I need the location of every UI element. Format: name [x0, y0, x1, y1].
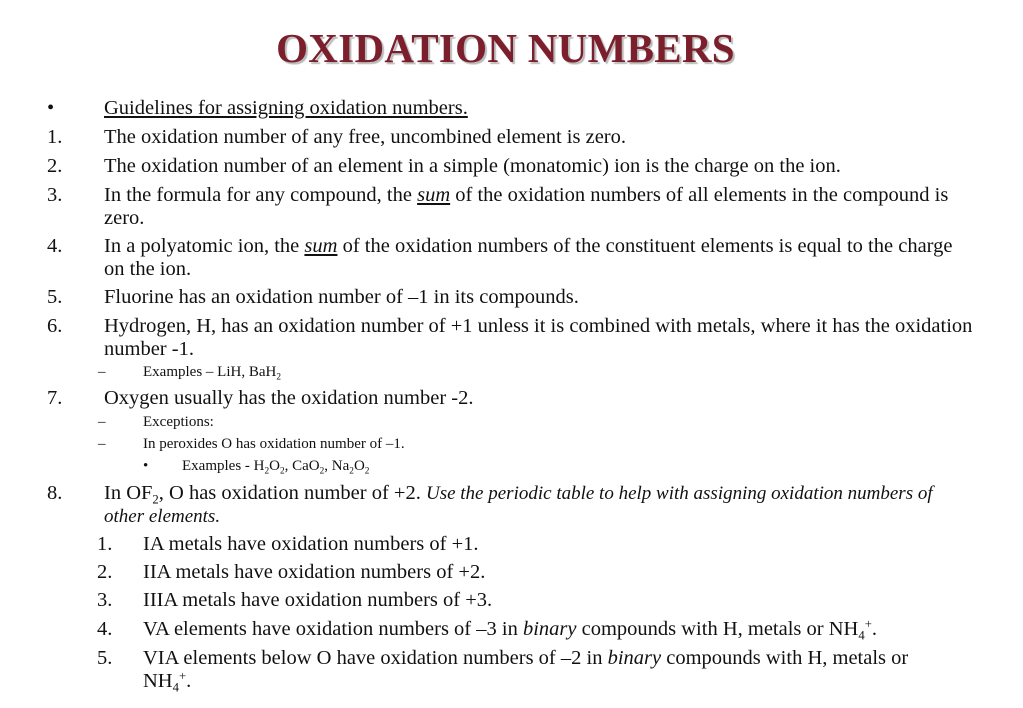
exceptions-text: Exceptions:	[143, 414, 214, 430]
rule-number: 2.	[47, 155, 63, 177]
group-text-a: VIA elements below O have oxidation numbers of –2 in	[143, 647, 608, 669]
group-text	[143, 618, 983, 641]
subscript: 2	[276, 372, 281, 383]
dash-marker: –	[98, 436, 106, 452]
subscript: 2	[152, 492, 159, 507]
examples-text	[182, 457, 942, 475]
superscript: +	[864, 617, 872, 632]
group-text-a: VA elements have oxidation numbers of –3 in	[143, 618, 523, 640]
group-number: 5.	[97, 647, 113, 669]
emphasis-binary: binary	[522, 618, 577, 640]
group-number: 3.	[97, 589, 113, 611]
rule-text: Hydrogen, H, has an oxidation number of +1 unless it is combined with metals, where it has the oxidation number -1.	[104, 315, 973, 360]
rule-number: 4.	[47, 235, 63, 257]
page-title: OXIDATION NUMBERS	[276, 25, 735, 71]
rule-text	[104, 235, 974, 281]
emphasis-binary: binary	[607, 647, 662, 669]
example-text	[143, 363, 923, 381]
rule-text: Fluorine has an oxidation number of –1 in its compounds.	[104, 286, 579, 308]
group-text	[143, 647, 933, 693]
group-text: IIA metals have oxidation numbers of +2.	[143, 561, 486, 583]
rule-text: The oxidation number of any free, uncombined element is zero.	[104, 126, 626, 148]
group-text-b: compounds with H, metals or NH	[576, 618, 859, 640]
rule-text-a: In the formula for any compound, the	[104, 184, 418, 206]
emphasis-sum: sum	[417, 184, 451, 206]
subscript: 2	[364, 466, 370, 477]
rule-number: 1.	[47, 126, 63, 148]
subscript: 4	[172, 680, 179, 695]
group-text: IA metals have oxidation numbers of +1.	[143, 533, 479, 555]
formula-part: O	[353, 458, 365, 474]
example-formula: Examples – LiH, BaH	[143, 364, 277, 380]
rule-text-b: of the oxidation numbers of the constituent elements is equal to the charge on the ion.	[104, 235, 953, 280]
group-text-b: compounds with H, metals or NH	[143, 647, 909, 692]
subscript: 2	[349, 466, 354, 477]
subscript: 2	[279, 466, 285, 477]
formula-part: Examples - H	[182, 458, 265, 474]
subscript: 4	[858, 628, 865, 643]
formula-part: O	[269, 458, 280, 474]
formula-part: , CaO	[284, 458, 320, 474]
group-text: IIIA metals have oxidation numbers of +3.	[143, 589, 493, 611]
bullet-marker: •	[47, 97, 55, 119]
dash-marker: –	[98, 364, 106, 380]
dash-marker: –	[98, 414, 106, 430]
rule-text-a: In OF	[104, 482, 153, 504]
subscript: 2	[264, 466, 270, 477]
peroxides-text: In peroxides O has oxidation number of –1.	[143, 436, 405, 452]
rule-number: 7.	[47, 387, 63, 409]
guidelines-heading-text: Guidelines for assigning oxidation numbers.	[104, 97, 468, 119]
formula-part: , Na	[324, 458, 350, 474]
group-number: 2.	[97, 561, 113, 583]
group-number: 1.	[97, 533, 113, 555]
group-text-c: .	[186, 670, 192, 692]
superscript: +	[178, 669, 187, 684]
emphasis-sum: sum	[304, 235, 338, 257]
rule-number: 6.	[47, 315, 63, 337]
rule-text	[104, 184, 974, 230]
group-number: 4.	[97, 618, 113, 640]
bullet-marker: •	[143, 458, 149, 474]
rule-number: 3.	[47, 184, 63, 206]
rule-number: 5.	[47, 286, 63, 308]
rule-text: The oxidation number of an element in a simple (monatomic) ion is the charge on the ion.	[104, 155, 841, 177]
group-text-c: .	[871, 618, 877, 640]
subscript: 2	[319, 466, 325, 477]
rule-text-b: of the oxidation numbers of all elements in the compound is zero.	[104, 184, 949, 229]
rule-text	[104, 482, 974, 528]
periodic-table-note: Use the periodic table to help with assigning oxidation numbers of other elements.	[104, 483, 933, 527]
rule-text-b: , O has oxidation number of +2.	[158, 482, 426, 504]
rule-text: Oxygen usually has the oxidation number -2.	[104, 387, 474, 409]
rule-number: 8.	[47, 482, 63, 504]
rule-text-a: In a polyatomic ion, the	[104, 235, 305, 257]
